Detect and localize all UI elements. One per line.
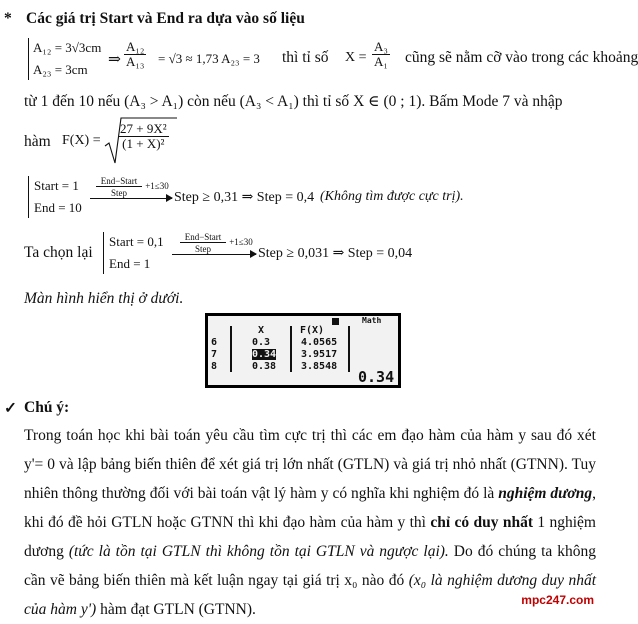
sys1-start: Start = 1 [34,178,79,193]
line2-c: còn nếu [187,93,236,110]
system-brace [28,38,29,80]
sys2-lead: Ta chọn lại [24,244,93,261]
eq-a23: A₂₃ = 3cm [33,62,88,77]
line2-a: từ 1 đến 10 nếu [24,93,121,110]
func-den: (1 + X)² [122,135,165,151]
func-fraction [118,122,169,150]
col-header-x: X [258,325,265,336]
note-p2: , khi đó đề hỏi GTLN hoặc GTNN thì khi đạo hàm của hàm y thì [24,485,596,531]
line2-text [24,92,563,111]
note-p2-bold: chỉ có duy nhất [430,514,534,531]
x-den: A₁ [374,53,388,69]
note-p1: Trong toán học khi bài toán yêu cầu tìm cực trị thì các em đạo hàm của hàm y sau đó xét y'= 0 và lập bảng biến thiên để xét giá trị lớn nhất (GTLN) và giá trị nhỏ nhất (GTNN). Tuy nhiên thông thường đối với bài toán vật lý hàm y có nghĩa khi nghiệm đó là [24,427,596,502]
note-p4: Do đó chúng ta không cần vẽ bảng biến thiên mà kết luận ngay tại giá trị x₀ nào đó [24,543,596,589]
system1-brace [28,176,29,218]
ratio-fraction [124,40,146,68]
note-p5: hàm đạt GTLN (GTNN). [96,601,256,618]
sys1-arrow-top: End−Start [96,176,142,187]
row-index: 6 [211,337,218,348]
sys2-start: Start = 0,1 [109,234,164,249]
line2-interval: X ∈ (0 ; 1) [353,93,422,110]
sys2-arrow-top: End−Start [180,232,226,243]
row-index: 8 [211,361,218,372]
row-f-value: 3.8548 [301,361,338,372]
note-p3: 1 nghiệm dương [24,514,596,560]
sys2-arrow-bottom: Step [194,244,211,254]
row-f-value: 3.9517 [301,349,338,360]
text-khoang: cũng sẽ nằm cỡ vào trong các khoảng [405,49,638,66]
ratio-num: A₁₂ [126,39,145,54]
sys2-result: Step ≥ 0,031 ⇒ Step = 0,04 [258,246,413,261]
row-f-value: 4.0565 [301,337,338,348]
func-fx: F(X) = [62,133,101,148]
ratio-den: A₁₃ [126,53,145,69]
table-divider-2 [290,326,292,372]
sys2-arrow [172,254,256,255]
table-divider-1 [230,326,232,372]
math-indicator-icon [332,318,339,325]
sys2-arrow-cond: +1≤30 [229,237,253,247]
calc-value: 0.34 [358,368,395,386]
line2-cond2: (A₃ < A₁) [239,93,299,110]
check-icon: ✓ [4,400,17,417]
section-heading: Các giá trị Start và End ra dựa vào số liệu [26,10,305,27]
calc-mode: Math [362,316,382,325]
x-num: A₃ [374,39,388,54]
sys1-result: Step ≥ 0,31 ⇒ Step = 0,4 [174,190,315,205]
sys2-end: End = 1 [109,256,151,271]
calculator-display [208,316,398,385]
row-x-value: 0.3 [252,337,271,348]
ratio-value: = √3 ≈ 1,73 A₂₃ = 3 [158,51,260,66]
screen-caption: Màn hình hiển thị ở dưới. [24,290,184,307]
row-index: 7 [211,349,218,360]
sys1-arrow-cond: +1≤30 [145,181,169,191]
note-title: Chú ý: [24,399,70,416]
func-label: hàm [24,133,51,150]
table-divider-3 [348,326,350,372]
sys1-note: (Không tìm được cực trị). [320,189,464,204]
note-paragraph [24,421,596,624]
system2-brace [103,232,104,274]
x-equals: X = [345,50,367,65]
row-x-value: 0.34 [252,349,277,360]
row-x-value: 0.38 [252,361,277,372]
line2-e: thì tỉ số [302,93,350,110]
note-p1-bold: nghiệm dương [498,485,593,502]
line2-g: . Bấm Mode 7 và nhập [421,93,563,110]
x-fraction [372,40,390,68]
eq-a12: A₁₂ = 3√3cm [33,40,102,55]
note-p3-italic: (tức là tồn tại GTLN thì không tồn tại GTLN và ngược lại). [68,543,449,560]
sys1-arrow-bottom: Step [110,188,127,198]
calculator-screen [205,313,401,388]
implies-symbol: ⇒ [108,51,121,68]
col-header-fx: F(X) [300,325,325,336]
text-ti-so: thì tỉ số [282,49,329,66]
heading-bullet: * [4,10,12,27]
line2-cond1: (A₃ > A₁) [124,93,184,110]
note-p4-italic: (x₀ là nghiệm dương duy nhất của hàm y') [24,572,597,618]
sys1-end: End = 10 [34,200,82,215]
func-num: 27 + 9X² [120,121,167,136]
sys1-arrow [90,198,172,199]
watermark: mpc247.com [521,593,594,607]
